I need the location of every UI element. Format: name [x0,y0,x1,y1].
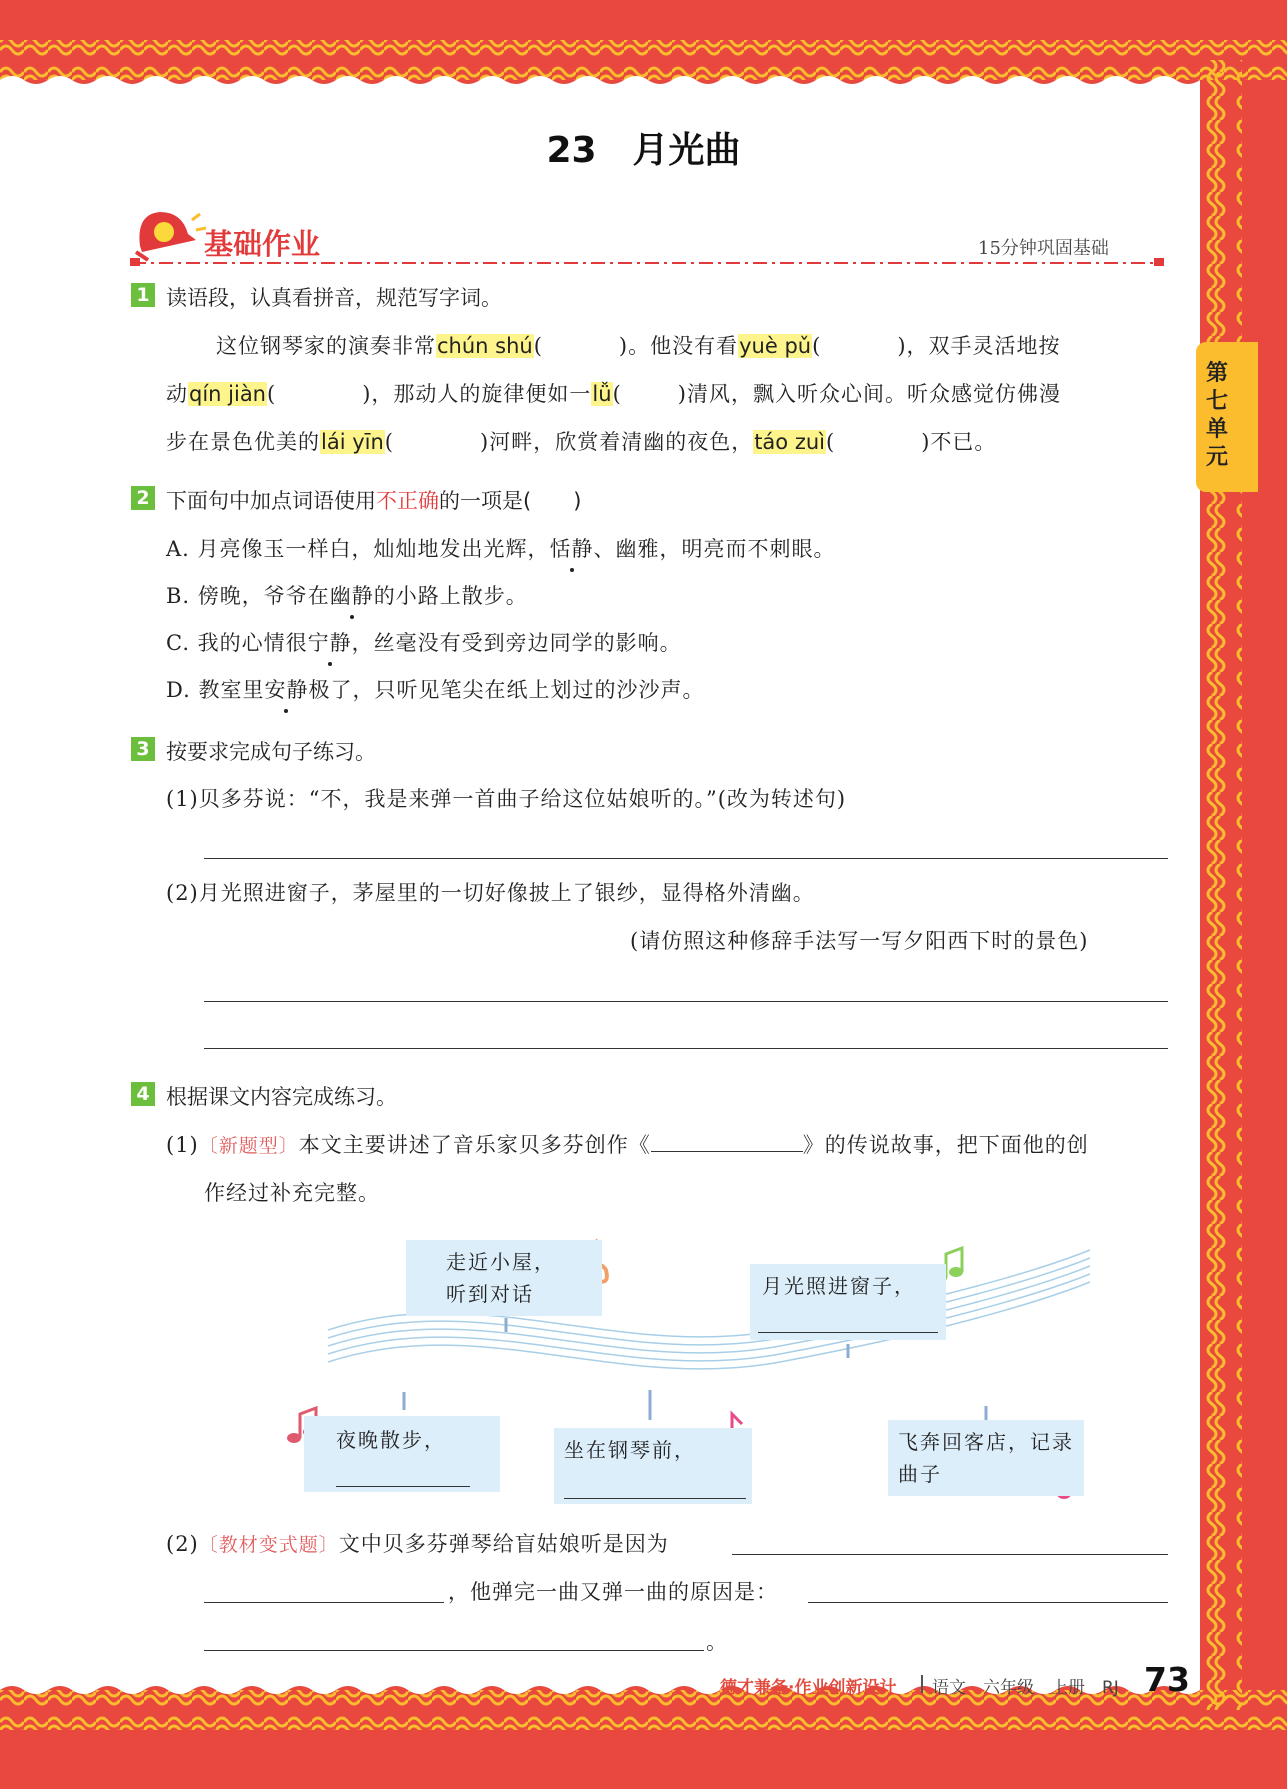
q1-line-2: 动qín jiàn( )，那动人的旋律便如一lǚ( )清风，飘入听众心间。听众感觉仿佛漫 [166,382,1061,406]
answer-blank[interactable] [651,1131,803,1152]
q4-part-2: (2)〔教材变式题〕文中贝多芬弹琴给盲姑娘听是因为 [166,1532,669,1556]
option-b[interactable]: B. 傍晚，爷爷在幽静的小路上散步。 [166,580,528,610]
flow-box-5-line-1: 飞奔回客店，记录 [898,1430,1074,1454]
page-number: 73 [1144,1660,1190,1699]
question-number: 3 [131,737,155,761]
flow-box-4-text: 坐在钢琴前， [564,1438,696,1462]
footer-divider [921,1675,923,1693]
dotted-word: 幽静 [330,580,374,610]
pinyin-laiyin: lái yīn [321,430,384,454]
answer-line[interactable] [204,1001,1168,1002]
question-title: 下面句中加点词语使用不正确的一项是( ) [166,489,582,513]
question-title: 按要求完成句子练习。 [166,740,376,764]
question-title: 根据课文内容完成练习。 [166,1085,397,1109]
option-c[interactable]: C. 我的心情很宁静，丝毫没有受到旁边同学的影响。 [166,627,682,657]
pinyin-taozui: táo zuì [754,430,825,454]
answer-line[interactable] [204,858,1168,859]
q1-line-3: 步在景色优美的lái yīn( )河畔，欣赏着清幽的夜色，táo zuì( )不已。 [166,430,997,454]
answer-line[interactable] [758,1332,938,1333]
bell-icon [136,212,206,260]
option-a[interactable]: A. 月亮像玉一样白，灿灿地发出光辉，恬静、幽雅，明亮而不刺眼。 [166,533,836,563]
footer-brand: 德才兼备·作业创新设计 [720,1678,897,1698]
question-number: 4 [131,1082,155,1106]
page-title: 23 月光曲 [546,130,741,171]
flow-box-1-line-2: 听到对话 [446,1282,534,1306]
dotted-word: 宁静 [308,627,352,657]
flow-box-1-line-1: 走近小屋， [446,1250,556,1274]
q4-part-1: (1)〔新题型〕本文主要讲述了音乐家贝多芬创作《 》的传说故事，把下面他的创 [166,1133,1089,1157]
question-title: 读语段，认真看拼音，规范写字词。 [166,286,502,310]
answer-line[interactable] [732,1554,1168,1555]
question-tag: 〔教材变式题〕 [198,1534,339,1556]
answer-line[interactable] [564,1498,746,1499]
unit-tab-label: 第七单元 [1205,361,1228,470]
flow-box-5-line-2: 曲子 [898,1462,942,1486]
dotted-word: 恬静 [550,533,594,563]
answer-line[interactable] [204,1650,704,1651]
question-number: 2 [131,486,155,510]
q1-line-1: 这位钢琴家的演奏非常chún shú( )。他没有看yuè pǔ( )，双手灵活地按 [216,334,1061,358]
q4-part-2-cont: ，他弹完一曲又弹一曲的原因是： [448,1580,778,1604]
pinyin-qinjian: qín jiàn [189,382,266,406]
question-number: 1 [131,283,155,307]
answer-line[interactable] [204,1048,1168,1049]
answer-line[interactable] [336,1486,470,1487]
answer-line[interactable] [204,1602,444,1603]
q3-sentence-1: (1)贝多芬说：“不，我是来弹一首曲子给这位姑娘听的。”(改为转述句) [166,787,847,811]
q3-requirement: (请仿照这种修辞手法写一写夕阳西下时的景色) [630,929,1089,953]
answer-line[interactable] [808,1602,1168,1603]
flow-box-2-text: 月光照进窗子， [762,1274,916,1298]
footer-info: 语文 六年级 上册 RJ [932,1678,1119,1698]
pinyin-lv: lǚ [592,382,612,406]
section-subtitle: 15分钟巩固基础 [978,238,1109,259]
flow-box-3-text: 夜晚散步， [336,1428,446,1452]
section-title: 基础作业 [204,227,321,261]
q3-sentence-2: (2)月光照进窗子，茅屋里的一切好像披上了银纱，显得格外清幽。 [166,881,815,905]
option-d[interactable]: D. 教室里安静极了，只听见笔尖在纸上划过的沙沙声。 [166,674,704,704]
pinyin-yuepu: yuè pǔ [739,334,812,358]
pinyin-chunshu: chún shú [437,334,533,358]
q4-part-2-end: 。 [706,1630,728,1654]
q4-part-1-cont: 作经过补充完整。 [204,1181,380,1205]
question-tag: 〔新题型〕 [198,1135,299,1157]
dotted-word: 安静 [264,674,308,704]
